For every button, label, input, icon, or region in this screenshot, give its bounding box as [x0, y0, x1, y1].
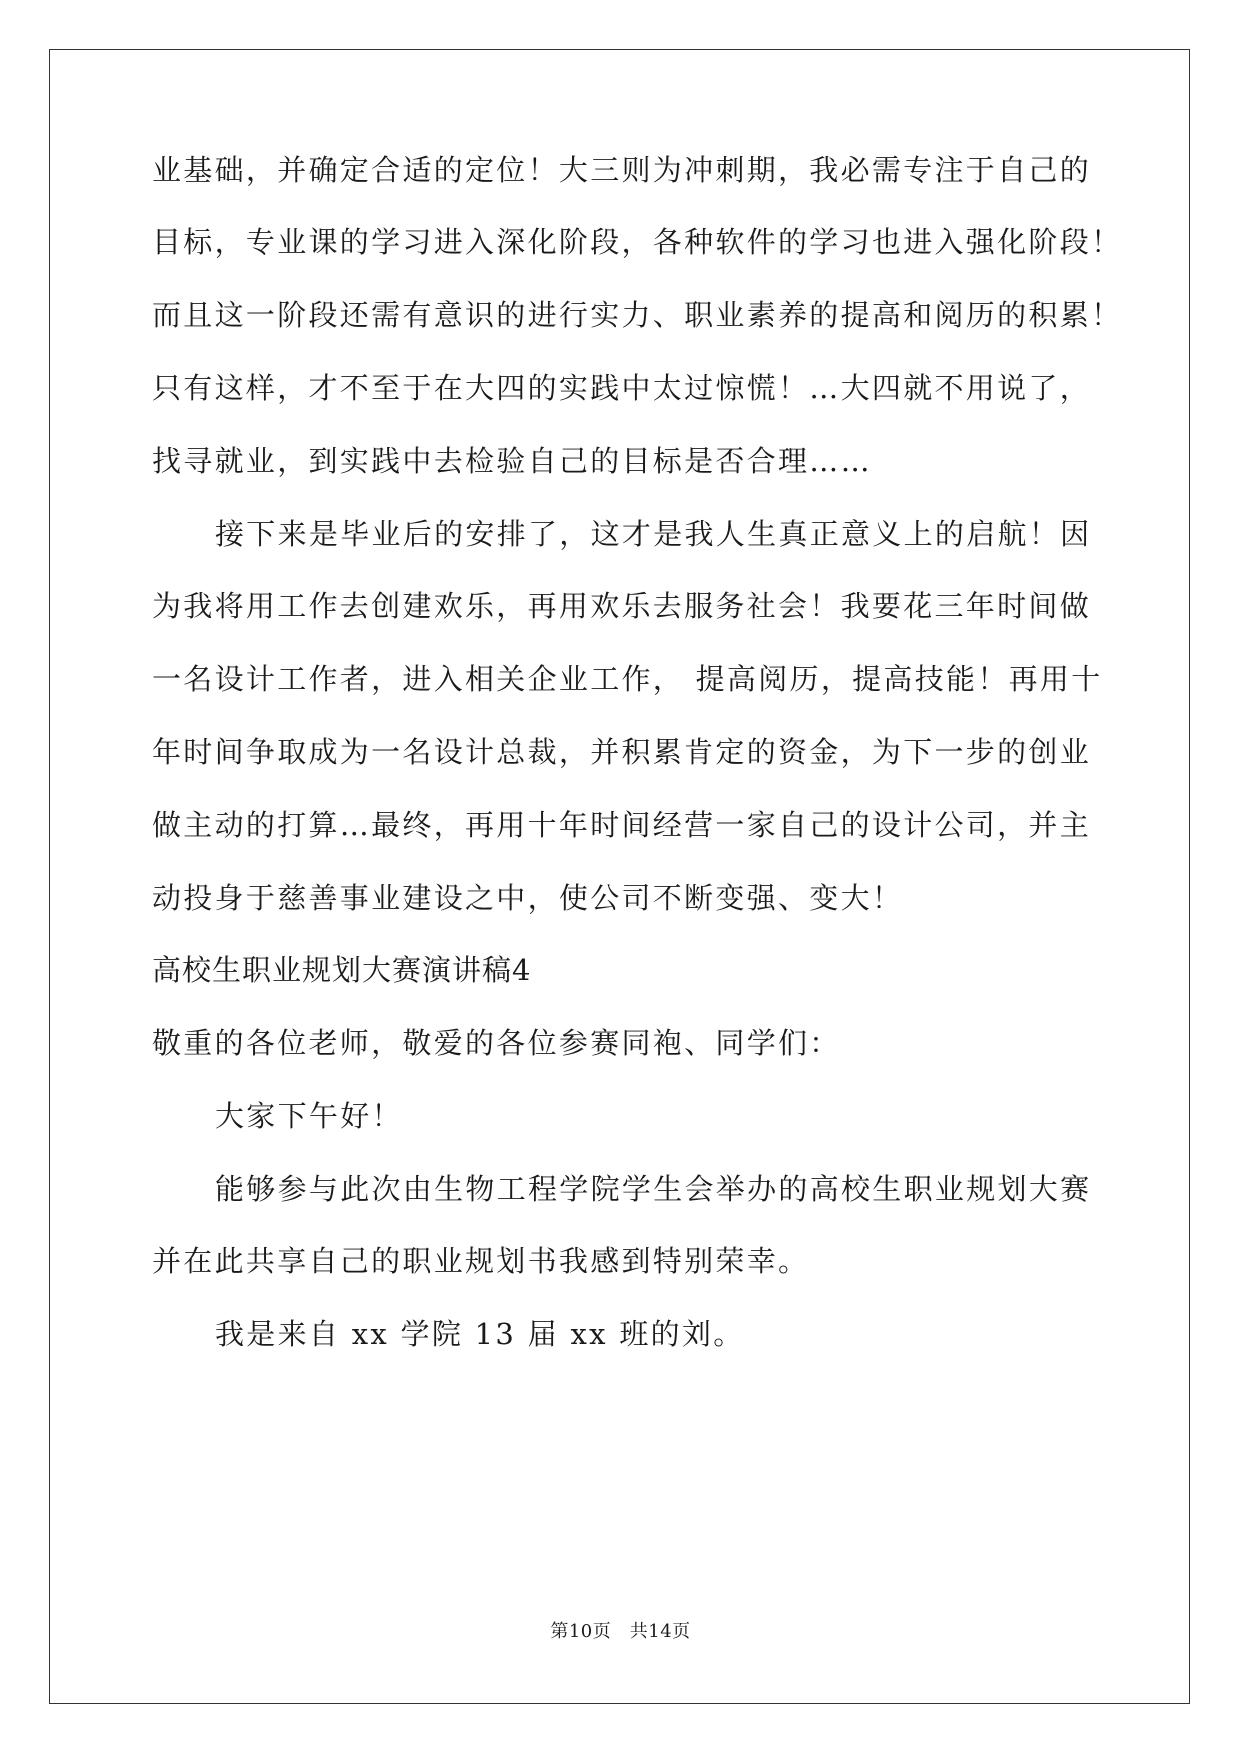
paragraph-line: 为我将用工作去创建欢乐，再用欢乐去服务社会！我要花三年时间做	[152, 589, 1092, 623]
greeting: 大家下午好！	[215, 1099, 403, 1133]
paragraph-line: 做主动的打算…最终，再用十年时间经营一家自己的设计公司，并主	[152, 808, 1092, 842]
paragraph-line: 年时间争取成为一名设计总裁，并积累肯定的资金，为下一步的创业	[152, 735, 1092, 769]
paragraph-line: 接下来是毕业后的安排了，这才是我人生真正意义上的启航！因	[215, 517, 1092, 551]
paragraph-line: 找寻就业，到实践中去检验自己的目标是否合理……	[152, 444, 872, 478]
paragraph-line: 而且这一阶段还需有意识的进行实力、职业素养的提高和阅历的积累！	[152, 298, 1123, 332]
paragraph-line: 目标，专业课的学习进入深化阶段，各种软件的学习也进入强化阶段！	[152, 225, 1123, 259]
section-title: 高校生职业规划大赛演讲稿4	[152, 953, 532, 987]
paragraph-line: 动投身于慈善事业建设之中，使公司不断变强、变大！	[152, 881, 904, 915]
paragraph-line: 我是来自 xx 学院 13 届 xx 班的刘。	[215, 1317, 745, 1351]
paragraph-line: 一名设计工作者，进入相关企业工作， 提高阅历，提高技能！再用十	[152, 662, 1103, 696]
paragraph-line: 业基础，并确定合适的定位！大三则为冲刺期，我必需专注于自己的	[152, 153, 1092, 187]
page-number-footer: 第10页 共14页	[550, 1621, 691, 1642]
salutation: 敬重的各位老师，敬爱的各位参赛同袍、同学们：	[152, 1026, 841, 1060]
paragraph-line: 能够参与此次由生物工程学院学生会举办的高校生职业规划大赛	[215, 1172, 1092, 1206]
paragraph-line: 并在此共享自己的职业规划书我感到特别荣幸。	[152, 1244, 810, 1278]
paragraph-line: 只有这样，才不至于在大四的实践中太过惊慌！…大四就不用说了，	[152, 371, 1092, 405]
